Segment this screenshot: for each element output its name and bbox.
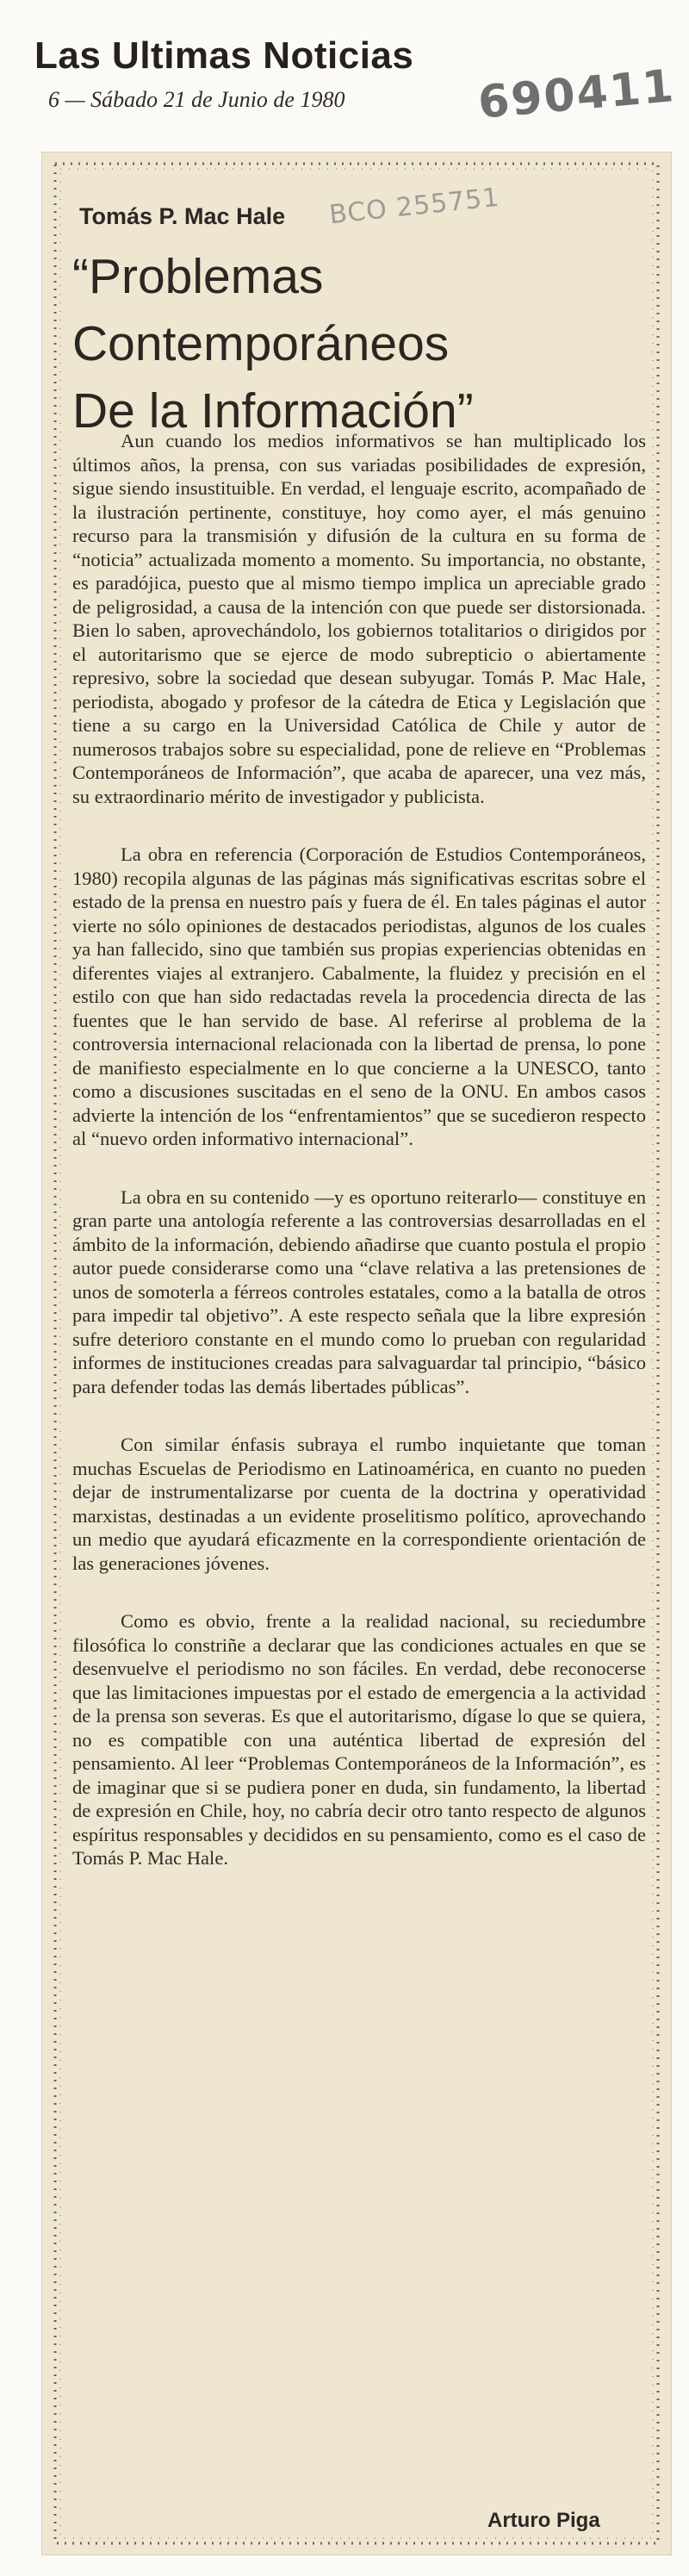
article-paragraph: Como es obvio, frente a la realidad nacional, su reciedumbre filosófica lo constriñe a declarar que las condiciones actuales en que se desenvuelve el periodismo no son fáciles. En verdad, debe reconocerse que las limitaciones impuestas por el estado de emergencia a la actividad de la prensa son severas. Es que el autoritarismo, dígase lo que se quiera, no es compatible con una auténtica libertad de expresión del pensamiento. Al leer “Problemas Contemporáneos de la Información”, es de imaginar que si se pudiera poner en duda, sin fundamento, la libertad de expresión en Chile, hoy, no cabría decir otro tanto respecto de algunos espíritus responsables y decididos en su pensamiento, como es el caso de Tomás P. Mac Hale. xyxy=(72,1610,646,1869)
masthead: Las Ultimas Noticias xyxy=(34,34,414,77)
handwritten-archive-number: 690411 xyxy=(475,60,678,129)
article-paragraph: Aun cuando los medios informativos se han multiplicado los últimos años, la prensa, con sus variadas posibilidades de expresión, sigue siendo insustituible. En verdad, el lenguaje escrito, acompañado de la ilustración pertinente, constituye, hoy como ayer, el más genuino recurso para la transmisión y difusión de la cultura en su forma de “noticia” actualizada momento a momento. Su importancia, no obstante, es paradójica, puesto que al mismo tiempo implica un apreciable grado de peligrosidad, a causa de la intención con que puede ser distorsionada. Bien lo saben, aprovechándolo, los gobiernos totalitarios o dirigidos por el autoritarismo que se ejerce de modo subrepticio o abiertamente represivo, sobre la sociedad que desean subyugar. Tomás P. Mac Hale, periodista, abogado y profesor de la cátedra de Etica y Legislación que tiene a su cargo en la Universidad Católica de Chile y autor de numerosos trabajos sobre su especialidad, pone de relieve en “Problemas Contemporáneos de Información”, que acaba de aparecer, una vez más, su extraordinario mérito de investigador y publicista. xyxy=(72,430,646,807)
headline-line: Contemporáneos xyxy=(72,316,450,371)
headline-line: De la Información” xyxy=(72,383,474,439)
article-paragraph: La obra en referencia (Corporación de Estudios Contemporáneos, 1980) recopila algunas de las páginas más significativas escritas sobre el estado de la prensa en nuestro país y fuera de él. En tales páginas el autor vierte no sólo opiniones de destacados periodistas, algunos de los cuales ya han fallecido, sino que también sus propias experiencias obtenidas en diferentes viajes al extranjero. Cabalmente, la fluidez y precisión en el estilo con que han sido redactadas revela la procedencia directa de las fuentes que le han servido de base. Al referirse al problema de la controversia internacional relacionada con la libertad de prensa, lo pone de manifiesto especialmente en lo que concierne a la UNESCO, tanto como a discusiones suscitadas en el seno de la ONU. En ambos casos advierte la intención de los “enfrentamientos” que se sucedieron respecto al “nuevo orden informativo internacional”. xyxy=(72,843,646,1149)
article-headline xyxy=(72,243,624,445)
article-body xyxy=(72,429,646,1905)
dateline: 6 — Sábado 21 de Junio de 1980 xyxy=(48,87,345,112)
article-paragraph: Con similar énfasis subraya el rumbo inquietante que toman muchas Escuelas de Periodismo en Latinoamérica, en cuanto no pueden dejar de instrumentalizarse por cuenta de la doctrina y operatividad marxistas, destinadas a un evidente proselitismo político, aprovechando un medio que ayudará eficazmente en la correspondiente orientación de las generaciones jóvenes. xyxy=(72,1434,646,1574)
archive-stamp: BCO 255751 xyxy=(327,182,501,231)
headline-line: “Problemas xyxy=(72,249,324,304)
article-paragraph: La obra en su contenido —y es oportuno reiterarlo— constituye en gran parte una antología referente a las controversias desarrolladas en el ámbito de la información, debiendo añadirse que cuanto postula el propio autor puede considerarse como una “clave relativa a las pretensiones de unos de somoterla a férreos controles estatales, como a la batalla de otros para impedir tal objetivo”. A este respecto señala que la libre expresión sufre deterioro constante en el mundo como lo prueban con regularidad informes de instituciones creadas para salvaguardar tal principio, “básico para defender todas las demás libertades públicas”. xyxy=(72,1185,646,1397)
article-author: Tomás P. Mac Hale xyxy=(79,203,286,229)
article-signature: Arturo Piga xyxy=(487,2509,600,2532)
